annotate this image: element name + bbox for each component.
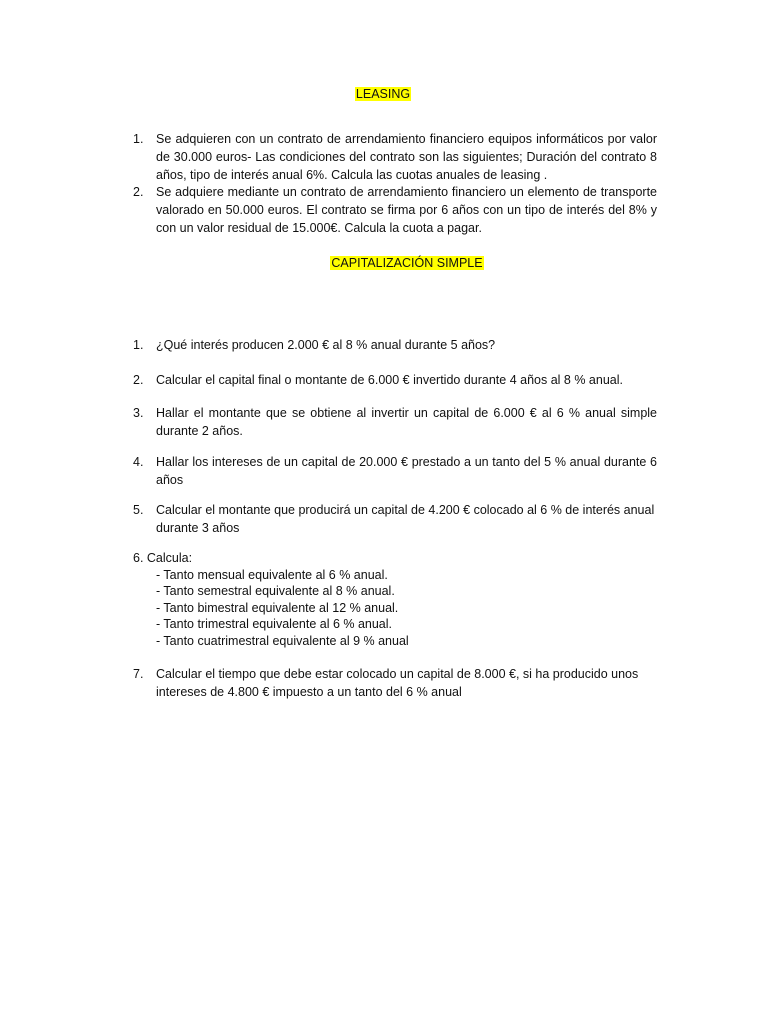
list-item-text: Se adquieren con un contrato de arrendamiento financiero equipos informáticos por valor de 30.000 euros- Las condiciones del contrato son las siguientes; Duración del contrato 8 años, tipo de interés anual 6%. Calcula las cuotas anuales de leasing . [156, 132, 657, 182]
calcula-heading: 6. Calcula: [133, 551, 193, 565]
capitalizacion-item-3 [133, 404, 657, 440]
list-item-text: Hallar el montante que se obtiene al invertir un capital de 6.000 € al 6 % anual simple durante 2 años. [156, 406, 657, 438]
list-number: 5. [133, 503, 144, 517]
capitalizacion-heading [23, 255, 768, 271]
capitalizacion-item-2 [133, 371, 657, 389]
list-item-text: Hallar los intereses de un capital de 20.000 € prestado a un tanto del 5 % anual durante 6 años [156, 455, 657, 487]
capitalizacion-item-4 [133, 453, 657, 489]
capitalizacion-item-5 [133, 501, 657, 537]
capitalizacion-item-1 [133, 336, 657, 354]
leasing-item-1 [133, 130, 657, 184]
calcula-line: - Tanto trimestral equivalente al 6 % anual. [156, 617, 393, 632]
leasing-heading [0, 86, 767, 102]
calcula-line: - Tanto semestral equivalente al 8 % anual. [156, 584, 395, 599]
leasing-title: LEASING [355, 87, 411, 101]
leasing-item-2 [133, 183, 657, 237]
list-number: 4. [133, 455, 144, 469]
list-item-text: Se adquiere mediante un contrato de arrendamiento financiero un elemento de transporte valorado en 50.000 euros. El contrato se firma por 6 años con un tipo de interés del 8% y con un valor residual de 15.000€. Calcula la cuota a pagar. [156, 185, 657, 235]
list-number: 2. [133, 185, 144, 199]
capitalizacion-title: CAPITALIZACIÓN SIMPLE [331, 256, 483, 270]
calcula-block [133, 550, 409, 650]
list-item-text: Calcular el tiempo que debe estar colocado un capital de 8.000 €, si ha producido unos intereses de 4.800 € impuesto a un tanto del 6 % anual [156, 667, 639, 699]
capitalizacion-item-7 [133, 665, 657, 701]
list-item-text: Calcular el montante que producirá un capital de 4.200 € colocado al 6 % de interés anual durante 3 años [156, 503, 655, 535]
list-number: 7. [133, 667, 144, 681]
calcula-line: - Tanto mensual equivalente al 6 % anual. [156, 567, 388, 582]
list-item-text: ¿Qué interés producen 2.000 € al 8 % anual durante 5 años? [156, 338, 496, 352]
calcula-line: - Tanto cuatrimestral equivalente al 9 % anual [156, 633, 409, 648]
list-number: 1. [133, 132, 144, 146]
calcula-line: - Tanto bimestral equivalente al 12 % anual. [156, 600, 399, 615]
list-number: 2. [133, 373, 144, 387]
list-number: 1. [133, 338, 144, 352]
list-number: 3. [133, 406, 144, 420]
list-item-text: Calcular el capital final o montante de 6.000 € invertido durante 4 años al 8 % anual. [156, 373, 623, 387]
